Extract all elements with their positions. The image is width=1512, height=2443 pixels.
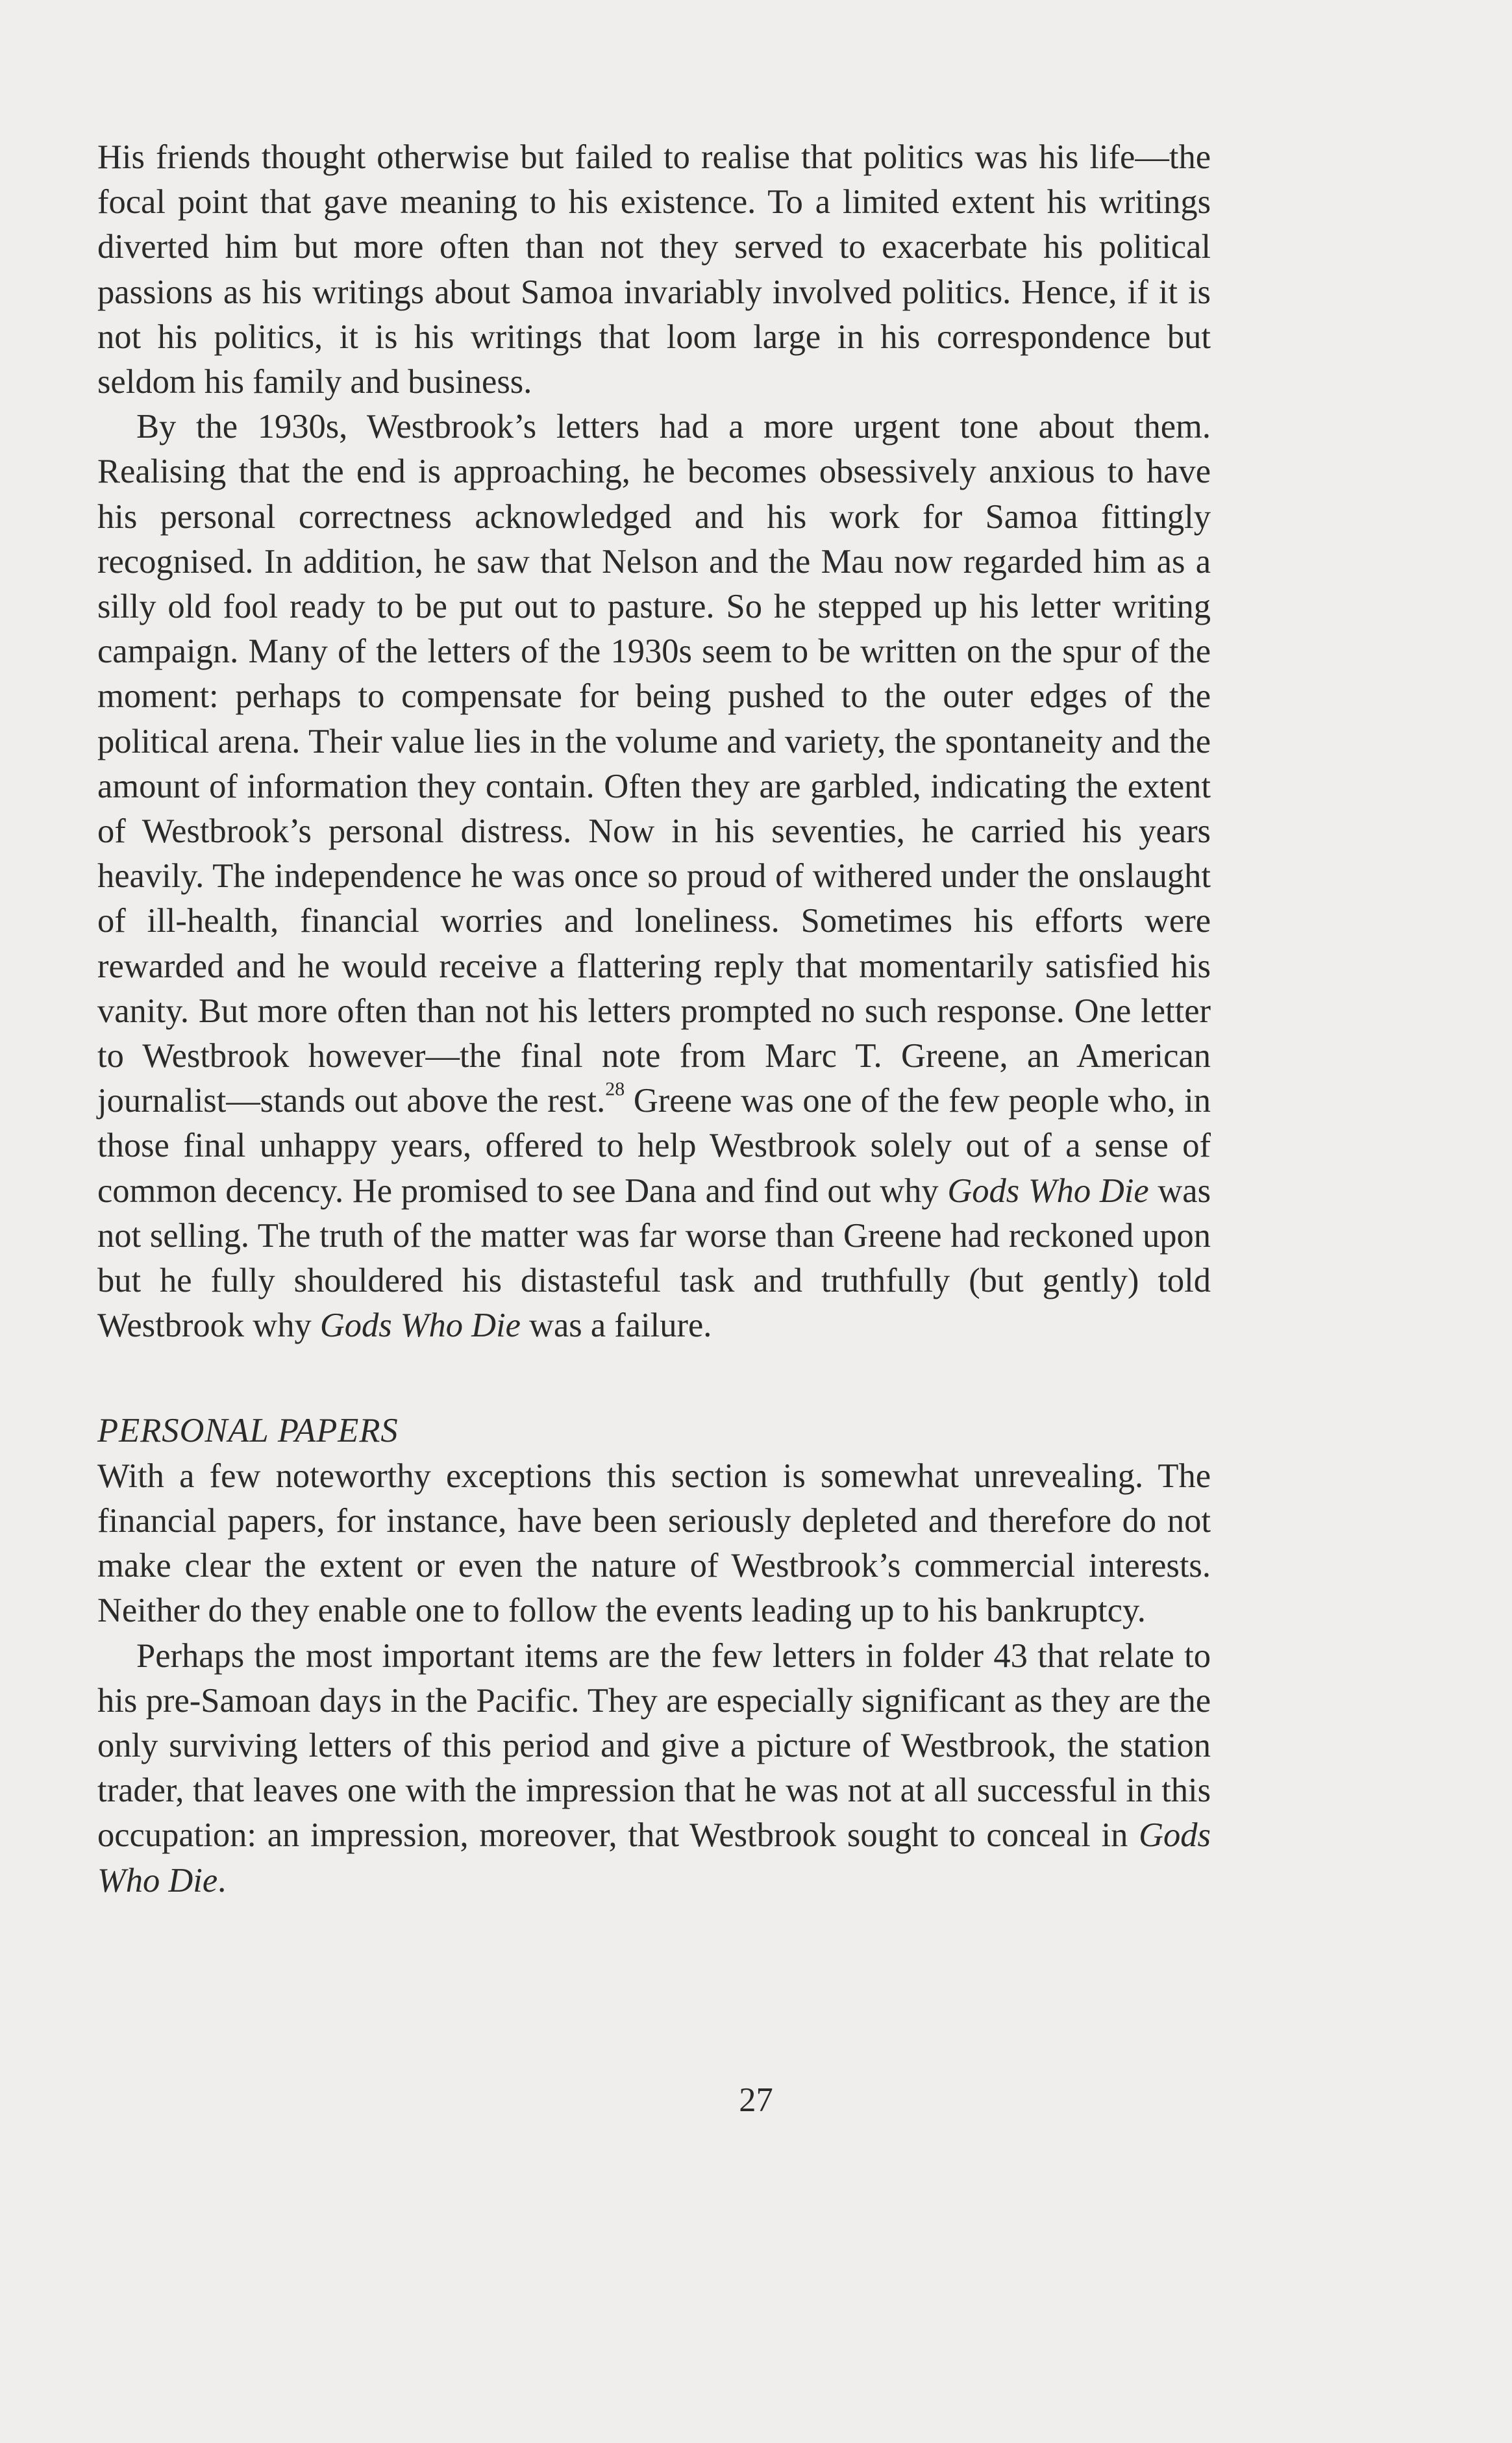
paragraph-politics: His friends thought otherwise but failed to realise that politics was his life—the focal point that gave meaning to his existence. To a limited extent his writings diverted him but more often than not they served to exacerbate his political passions as his writings about Samoa invariably involved politics. Hence, if it is not his politics, it is his writings that loom large in his correspondence but seldom his family and business. (97, 138, 1211, 401)
book-title: Gods Who Die (97, 1816, 1211, 1899)
footnote-ref: 28 (605, 1078, 625, 1100)
page-number: 27 (739, 2081, 773, 2119)
paragraph-text: was not selling. The truth of the matter was far worse than Greene had reckoned upon but he fully shouldered his distasteful task and truthfully (but gently) told Westbrook why (97, 1171, 1211, 1345)
paragraph-1930s-letters (97, 405, 1211, 1348)
paragraph-text: was a failure. (520, 1307, 712, 1345)
section-heading: PERSONAL PAPERS (97, 1412, 399, 1450)
paragraph-text: By the 1930s, Westbrook’s letters had a more urgent tone about them. Realising that the end is approaching, he becomes obsessively anxious to have his personal correctness acknowledged and his work for Samoa fittingly recognised. In addition, he saw that Nelson and the Mau now regarded him as a silly old fool ready to be put out to pasture. So he stepped up his letter writing campaign. Many of the letters of the 1930s seem to be written on the spur of the moment: perhaps to compensate for being pushed to the outer edges of the political arena. Their value lies in the volume and variety, the spontaneity and the amount of information they contain. Often they are garbled, indicating the extent of Westbrook’s personal distress. Now in his seventies, he carried his years heavily. The independence he was once so proud of withered under the onslaught of ill-health, financial worries and loneliness. Sometimes his efforts were rewarded and he would receive a flattering reply that momentarily satisfied his vanity. But more often than not his letters prompted no such response. One letter to Westbrook however—the final note from Marc T. Greene, an American journalist—stands out above the rest. (97, 408, 1211, 1120)
paragraph-text: Perhaps the most important items are the few letters in folder 43 that relate to his pre-Samoan days in the Pacific. They are especially significant as they are the only surviving letters of this period and give a picture of Westbrook, the station trader, that leaves one with the impression that he was not at all successful in this occupation: an impression, moreover, that Westbrook sought to conceal in (97, 1636, 1211, 1855)
paragraph-text: Greene was one of the few people who, in those final unhappy years, offered to help Westbrook solely out of a sense of common decency. He promised to see Dana and find out why (97, 1082, 1211, 1210)
book-title: Gods Who Die (319, 1307, 521, 1345)
page-body (97, 135, 1211, 1903)
paragraph-text: . (217, 1861, 227, 1899)
paragraph-folder-43 (97, 1634, 1211, 1903)
book-title: Gods Who Die (947, 1171, 1149, 1210)
paragraph-personal-papers: With a few noteworthy exceptions this section is somewhat unrevealing. The financial papers, for instance, have been seriously depleted and therefore do not make clear the extent or even the nature of Westbrook’s commercial interests. Neither do they enable one to follow the events leading up to his bankruptcy. (97, 1457, 1211, 1630)
